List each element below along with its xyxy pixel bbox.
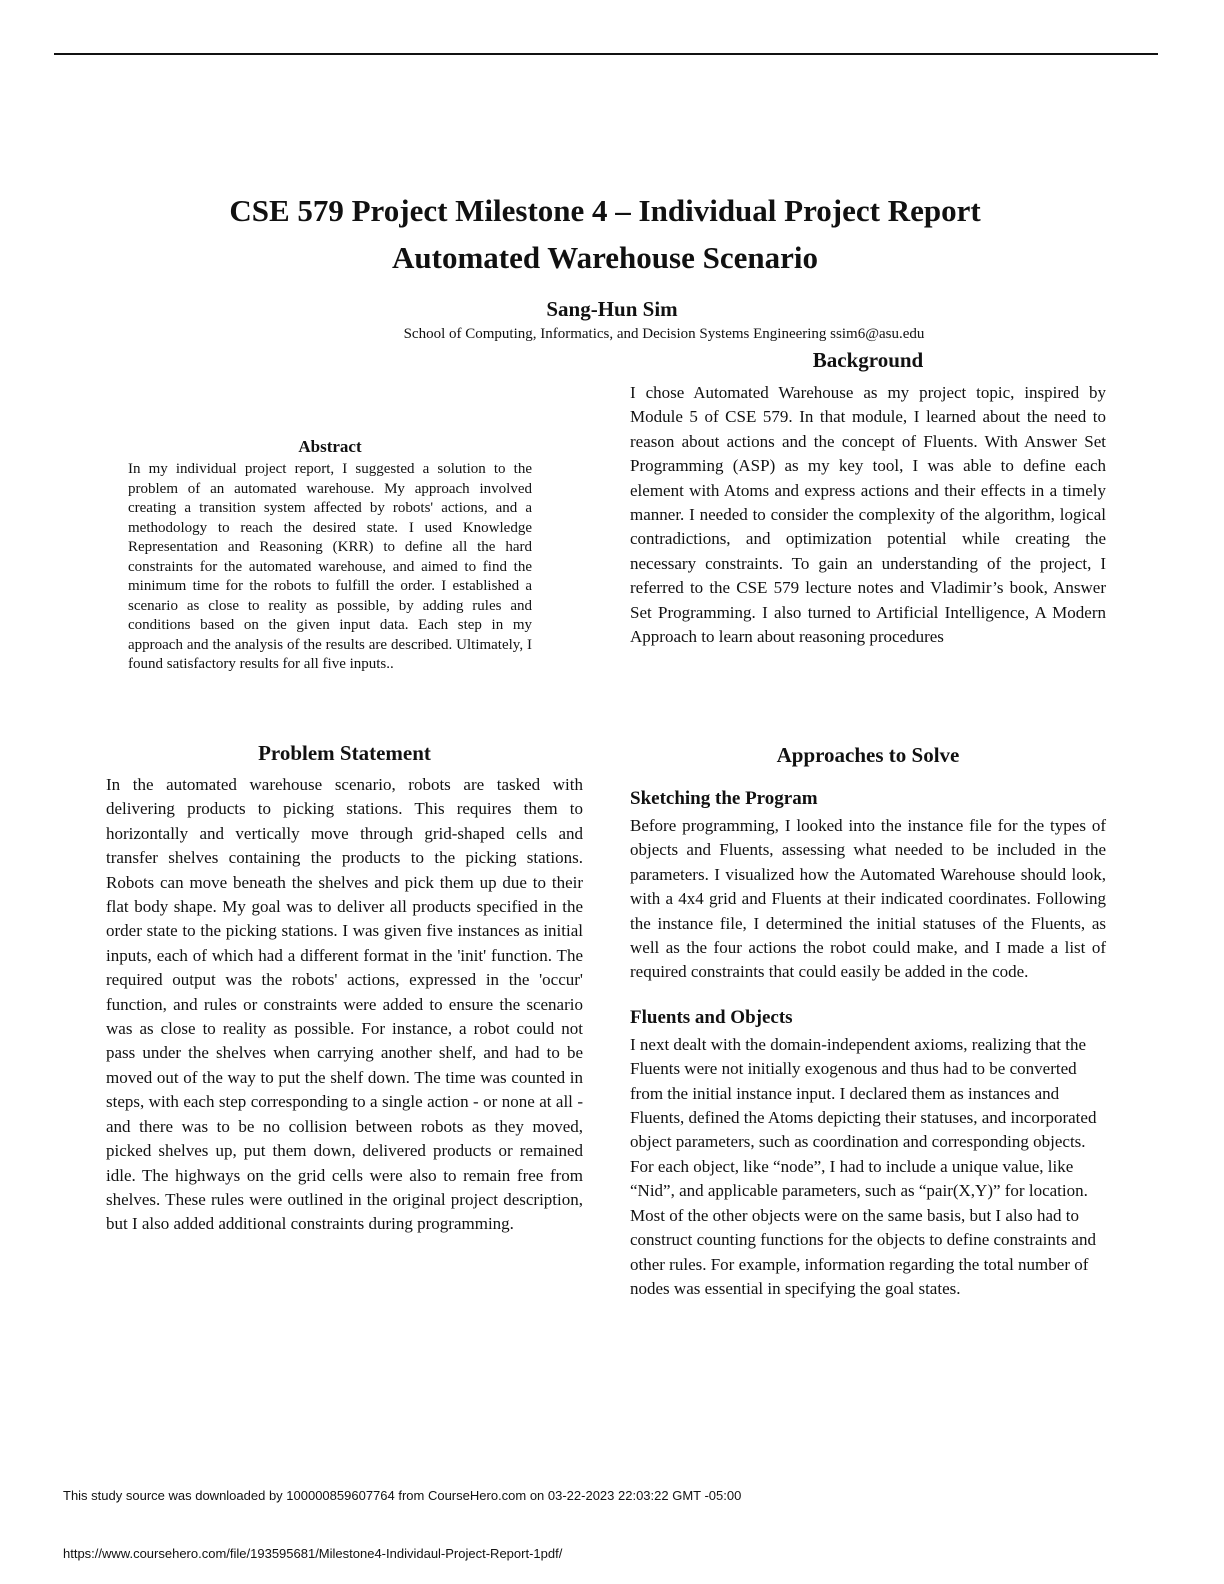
approaches-heading: Approaches to Solve — [776, 743, 960, 767]
fluents-heading: Fluents and Objects — [630, 1006, 793, 1028]
background-heading: Background — [812, 348, 924, 372]
background-section — [630, 347, 1106, 649]
download-source-line: This study source was downloaded by 100000859607764 from CourseHero.com on 03-22-2023 22:03:22 GMT -05:00 — [63, 1488, 742, 1503]
paper-title: CSE 579 Project Milestone 4 – Individual Project Report — [229, 193, 981, 228]
paper-subtitle: Automated Warehouse Scenario — [392, 240, 818, 275]
author-name: Sang-Hun Sim — [546, 297, 678, 321]
background-body: I chose Automated Warehouse as my project topic, inspired by Module 5 of CSE 579. In that module, I learned about the need to reason about actions and the concept of Fluents. With Answer Set Programming (ASP) as my key tool, I was able to define each element with Atoms and express actions and their effects in a timely manner. I needed to consider the complexity of the algorithm, logical contradictions, and optimization potential while creating the necessary constraints. To gain an understanding of the project, I referred to the CSE 579 lecture notes and Vladimir’s book, Answer Set Programming. I also turned to Artificial Intelligence, A Modern Approach to learn about reasoning procedures — [630, 383, 1106, 647]
approaches-section — [630, 742, 1106, 1301]
author-affiliation: School of Computing, Informatics, and Decision Systems Engineering ssim6@asu.edu — [403, 326, 925, 342]
problem-statement-section — [106, 740, 583, 1237]
sketching-heading: Sketching the Program — [630, 788, 818, 809]
abstract-heading: Abstract — [298, 437, 362, 456]
abstract-section — [128, 436, 532, 675]
problem-statement-body: In the automated warehouse scenario, robots are tasked with delivering products to picking stations. This requires them to horizontally and vertically move through grid-shaped cells and transfer shelves containing the products to the picking stations. Robots can move beneath the shelves and pick them up due to their flat body shape. My goal was to deliver all products specified in the order state to the picking stations. I was given five instances as initial inputs, each of which had a different format in the 'init' function. The required output was the robots' actions, expressed in the 'occur' function, and rules or constraints were added to ensure the scenario was as close to reality as possible. For instance, a robot could not pass under the shelves when carrying another shelf, and had to be moved out of the way to put the shelf down. The time was counted in steps, with each step corresponding to a single action - or none at all - and there was to be no collision between robots as they moved, picked shelves up, put them down, delivered products or remained idle. The highways on the grid cells were also to remain free from shelves. These rules were outlined in the original project description, but I also added additional constraints during programming. — [106, 775, 583, 1234]
fluents-body: I next dealt with the domain-independent axioms, realizing that the Fluents were not initially exogenous and thus had to be converted from the initial instance input. I declared them as instances and Fluents, defined the Atoms depicting their statuses, and incorporated object parameters, such as coordination and corresponding objects. For each object, like “node”, I had to include a unique value, like “Nid”, and applicable parameters, such as “pair(X,Y)” for location. Most of the other objects were on the same basis, but I also had to construct counting functions for the objects to define constraints and other rules. For example, information regarding the total number of nodes was essential in specifying the goal states. — [630, 1034, 1097, 1298]
top-rule — [54, 53, 1158, 55]
abstract-body: In my individual project report, I suggested a solution to the problem of an automated warehouse. My approach involved creating a transition system affected by robots' actions, and a methodology to reach the desired state. I used Knowledge Representation and Reasoning (KRR) to define all the hard constraints for the automated warehouse, and aimed to find the minimum time for the robots to fulfill the order. I established a scenario as close to reality as possible, by adding rules and conditions based on the given input data. Each step in my approach and the analysis of the results are described. Ultimately, I found satisfactory results for all five inputs.. — [128, 461, 532, 672]
sketching-body: Before programming, I looked into the instance file for the types of objects and Fluents, assessing what needed to be included in the parameters. I visualized how the Automated Warehouse should look, with a 4x4 grid and Fluents at their indicated coordinates. Following the instance file, I determined the initial statuses of the Fluents, as well as the four actions the robot could make, and I made a list of required constraints that could easily be added in the code. — [630, 816, 1106, 982]
problem-statement-heading: Problem Statement — [258, 741, 431, 765]
source-url[interactable]: https://www.coursehero.com/file/193595681/Milestone4-Individaul-Project-Report-1pdf/ — [63, 1546, 563, 1561]
